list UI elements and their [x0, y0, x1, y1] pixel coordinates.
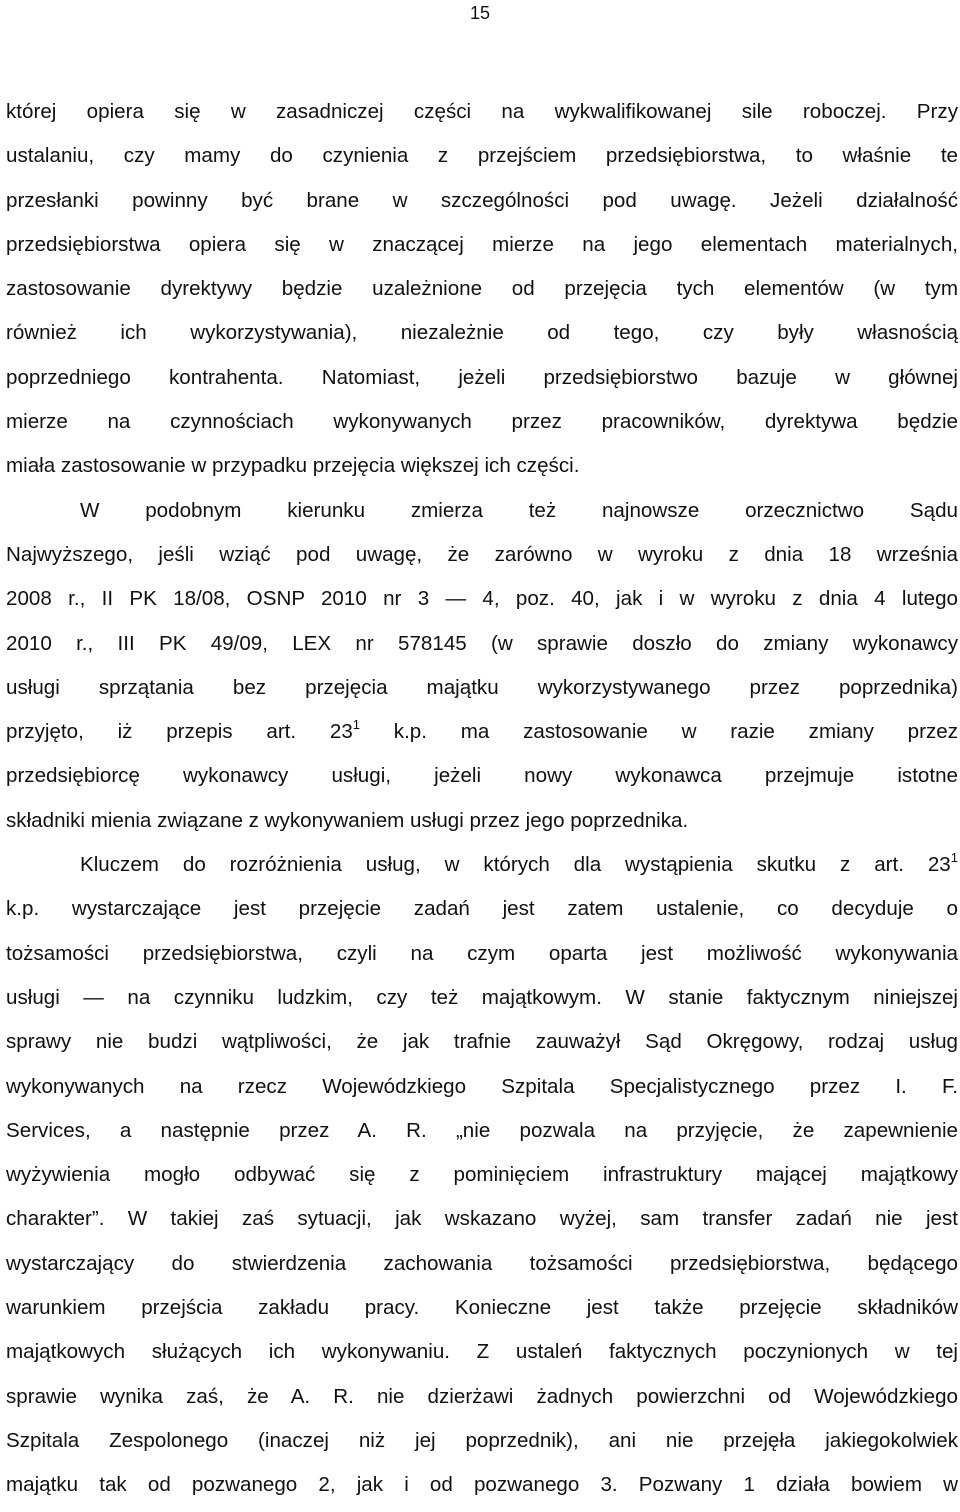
page-number: 15: [469, 3, 491, 23]
text-line: [6, 1463, 958, 1507]
text-line-content: k.p. wystarczające jest przejęcie zadań jest zatem ustalenie, co decyduje o: [6, 897, 958, 921]
text-line-content: poprzedniego kontrahenta. Natomiast, jeżeli przedsiębiorstwo bazuje w głównej: [6, 365, 958, 389]
text-line-content: charakter”. W takiej zaś sytuacji, jak wskazano wyżej, sam transfer zadań nie jest: [6, 1207, 958, 1231]
text-line: [6, 179, 958, 223]
text-line-content: składniki mienia związane z wykonywaniem usługi przez jego poprzednika.: [6, 808, 689, 832]
text-line: [6, 622, 958, 666]
text-line-content: zastosowanie dyrektywy będzie uzależnione od przejęcia tych elementów (w tym: [6, 277, 958, 301]
text-line: [6, 444, 958, 488]
superscript: 1: [352, 717, 361, 733]
text-line-content: miała zastosowanie w przypadku przejęcia większej ich części.: [6, 454, 580, 478]
text-line: [6, 533, 958, 577]
text-line: [6, 799, 958, 843]
text-line: [6, 223, 958, 267]
text-line: [6, 577, 958, 621]
document-body: [6, 90, 958, 1508]
text-line: [6, 1286, 958, 1330]
text-line-content: ustalaniu, czy mamy do czynienia z przejściem przedsiębiorstwa, to właśnie te: [6, 144, 958, 168]
text-line: [6, 1375, 958, 1419]
text-line: [6, 976, 958, 1020]
text-line-content: przedsiębiorstwa opiera się w znaczącej mierze na jego elementach materialnych,: [6, 232, 958, 256]
text-line-content: majątkowych służących ich wykonywaniu. Z ustaleń faktycznych poczynionych w tej: [6, 1340, 958, 1364]
text-line-content: majątku tak od pozwanego 2, jak i od pozwanego 3. Pozwany 1 działa bowiem w: [6, 1473, 958, 1497]
text-line-content: sprawy nie budzi wątpliwości, że jak trafnie zauważył Sąd Okręgowy, rodzaj usług: [6, 1030, 958, 1054]
text-line: [6, 90, 958, 134]
text-line: [6, 843, 958, 887]
text-line: [6, 932, 958, 976]
text-line: [6, 134, 958, 178]
text-line-content: 2010 r., III PK 49/09, LEX nr 578145 (w sprawie doszło do zmiany wykonawcy: [6, 631, 958, 655]
text-line-content: usługi — na czynniku ludzkim, czy też majątkowym. W stanie faktycznym niniejszej: [6, 985, 958, 1009]
text-line: [6, 1242, 958, 1286]
text-line-continuation: k.p. ma zastosowanie w razie zmiany przez: [360, 720, 958, 744]
text-line-content: Szpitala Zespolonego (inaczej niż jej poprzednik), ani nie przejęła jakiegokolwiek: [6, 1428, 958, 1452]
text-line: [6, 1330, 958, 1374]
text-line: [6, 356, 958, 400]
text-line-content: wyżywienia mogło odbywać się z pominięciem infrastruktury mającej majątkowy: [6, 1163, 958, 1187]
text-line: [6, 489, 958, 533]
text-line: [6, 1197, 958, 1241]
superscript: 1: [950, 850, 958, 866]
text-line: [6, 267, 958, 311]
text-line-content: Najwyższego, jeśli wziąć pod uwagę, że zarówno w wyroku z dnia 18 września: [6, 542, 958, 566]
text-line: [6, 1419, 958, 1463]
text-line-content: 2008 r., II PK 18/08, OSNP 2010 nr 3 — 4, poz. 40, jak i w wyroku z dnia 4 lutego: [6, 587, 958, 611]
text-line-content: W podobnym kierunku zmierza też najnowsze orzecznictwo Sądu: [80, 498, 958, 522]
text-line-content: usługi sprzątania bez przejęcia majątku wykorzystywanego przez poprzednika): [6, 675, 958, 699]
text-line-content: Kluczem do rozróżnienia usług, w których dla wystąpienia skutku z art. 23: [80, 853, 951, 877]
text-line: [6, 1153, 958, 1197]
text-line-content: również ich wykorzystywania), niezależnie od tego, czy były własnością: [6, 321, 958, 345]
text-line-content: sprawie wynika zaś, że A. R. nie dzierżawi żadnych powierzchni od Wojewódzkiego: [6, 1384, 958, 1408]
text-line-content: wykonywanych na rzecz Wojewódzkiego Szpitala Specjalistycznego przez I. F.: [6, 1074, 958, 1098]
text-line: [6, 400, 958, 444]
text-line-content: przesłanki powinny być brane w szczególności pod uwagę. Jeżeli działalność: [6, 188, 958, 212]
text-line: [6, 754, 958, 798]
text-line: [6, 311, 958, 355]
text-line: [6, 1109, 958, 1153]
text-line: [6, 887, 958, 931]
text-line-content: przedsiębiorcę wykonawcy usługi, jeżeli nowy wykonawca przejmuje istotne: [6, 764, 958, 788]
text-line: [6, 1020, 958, 1064]
text-line-content: przyjęto, iż przepis art. 23: [6, 720, 353, 744]
text-line-content: wystarczający do stwierdzenia zachowania tożsamości przedsiębiorstwa, będącego: [6, 1251, 958, 1275]
text-line-content: mierze na czynnościach wykonywanych przez pracowników, dyrektywa będzie: [6, 410, 958, 434]
text-line-content: tożsamości przedsiębiorstwa, czyli na czym oparta jest możliwość wykonywania: [6, 941, 958, 965]
text-line: [6, 1065, 958, 1109]
text-line-content: której opiera się w zasadniczej części na wykwalifikowanej sile roboczej. Przy: [6, 100, 958, 123]
text-line: [6, 666, 958, 710]
text-line: [6, 710, 958, 754]
text-line-content: Services, a następnie przez A. R. „nie pozwala na przyjęcie, że zapewnienie: [6, 1118, 958, 1142]
text-line-content: warunkiem przejścia zakładu pracy. Konieczne jest także przejęcie składników: [6, 1296, 958, 1320]
